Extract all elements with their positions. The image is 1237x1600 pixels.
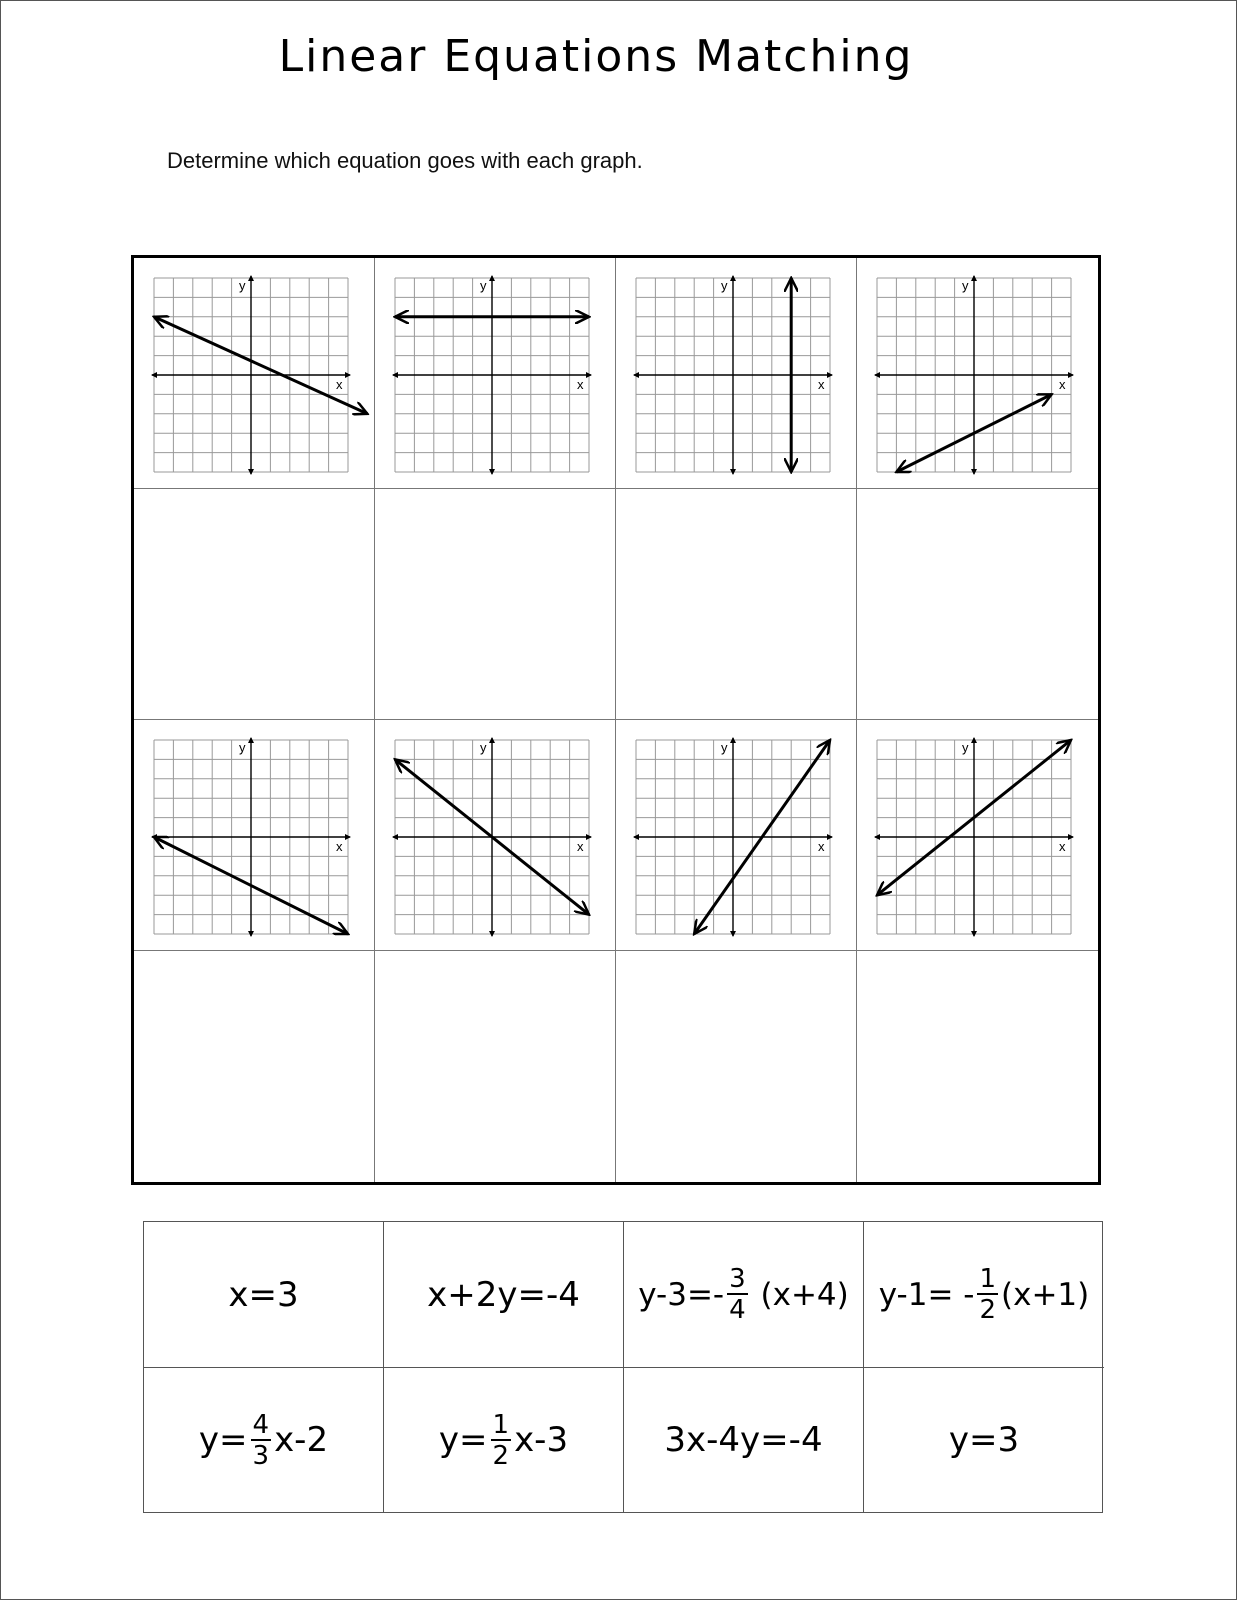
equation-pre: y-1= - (878, 1276, 975, 1313)
answer-cell[interactable] (134, 951, 375, 1182)
fraction-denominator: 2 (492, 1440, 510, 1471)
equation-post: (x+1) (1001, 1276, 1090, 1313)
graph-cell (616, 258, 857, 489)
equation-pre: y-3=- (638, 1276, 725, 1313)
y-axis-label: y (480, 278, 487, 293)
answer-cell[interactable] (375, 489, 616, 720)
coordinate-graph (616, 258, 857, 489)
answer-cell[interactable] (857, 951, 1098, 1182)
equation-post: x-2 (274, 1420, 329, 1460)
equation-cell-r2c2 (384, 1368, 624, 1512)
answer-cell[interactable] (616, 951, 857, 1182)
fraction (491, 1409, 512, 1471)
equation-cell-r2c4 (864, 1368, 1104, 1512)
fraction (727, 1266, 748, 1323)
answer-cell[interactable] (375, 951, 616, 1182)
equation-cell-r1c4 (864, 1222, 1104, 1368)
fraction (977, 1266, 998, 1323)
answer-cell[interactable] (857, 489, 1098, 720)
equation-text: x+2y=-4 (427, 1274, 580, 1315)
x-axis-label: x (577, 839, 584, 854)
x-axis-label: x (577, 377, 584, 392)
equation-bank-table (143, 1221, 1103, 1513)
y-axis-label: y (962, 278, 969, 293)
equation-text: 3x-4y=-4 (664, 1420, 823, 1460)
x-axis-label: x (336, 839, 343, 854)
y-axis-label: y (721, 740, 728, 755)
y-axis-label: y (962, 740, 969, 755)
graph-cell (134, 720, 375, 951)
graph-cell (857, 258, 1098, 489)
equation-cell-r1c3 (624, 1222, 864, 1368)
plotted-line (154, 317, 367, 414)
fraction-denominator: 4 (729, 1295, 746, 1325)
coordinate-graph (616, 720, 857, 951)
graph-cell (375, 720, 616, 951)
x-axis-label: x (1059, 377, 1066, 392)
coordinate-graph (857, 720, 1098, 951)
fraction-numerator: 4 (252, 1409, 270, 1440)
x-axis-label: x (336, 377, 343, 392)
x-axis-label: x (818, 839, 825, 854)
x-axis-label: x (818, 377, 825, 392)
equation-post: x-3 (514, 1420, 569, 1460)
y-axis-label: y (239, 740, 246, 755)
fraction-denominator: 3 (252, 1440, 270, 1471)
equation-post: (x+4) (750, 1276, 849, 1313)
equation-text: x=3 (228, 1274, 299, 1315)
answer-cell[interactable] (616, 489, 857, 720)
equation-pre: y= (438, 1420, 488, 1460)
fraction-denominator: 2 (979, 1295, 997, 1325)
graph-cell (375, 258, 616, 489)
y-axis-label: y (239, 278, 246, 293)
fraction-numerator: 3 (729, 1264, 746, 1294)
page-title: Linear Equations Matching (278, 31, 914, 82)
coordinate-graph (375, 258, 616, 489)
y-axis-label: y (721, 278, 728, 293)
equation-cell-r2c3 (624, 1368, 864, 1512)
equation-cell-r1c1 (144, 1222, 384, 1368)
graph-cell (857, 720, 1098, 951)
equation-cell-r1c2 (384, 1222, 624, 1368)
graph-cell (134, 258, 375, 489)
fraction (251, 1409, 272, 1471)
instructions-text: Determine which equation goes with each graph. (167, 148, 643, 173)
equation-cell-r2c1 (144, 1368, 384, 1512)
coordinate-graph (134, 720, 375, 951)
equation-text: y=3 (948, 1420, 1020, 1460)
answer-cell[interactable] (134, 489, 375, 720)
fraction-numerator: 1 (492, 1409, 510, 1440)
x-axis-label: x (1059, 839, 1066, 854)
equation-pre: y= (198, 1420, 248, 1460)
coordinate-graph (134, 258, 375, 489)
graph-answer-table (131, 255, 1101, 1185)
coordinate-graph (375, 720, 616, 951)
coordinate-graph (857, 258, 1098, 489)
y-axis-label: y (480, 740, 487, 755)
graph-cell (616, 720, 857, 951)
fraction-numerator: 1 (979, 1264, 997, 1294)
